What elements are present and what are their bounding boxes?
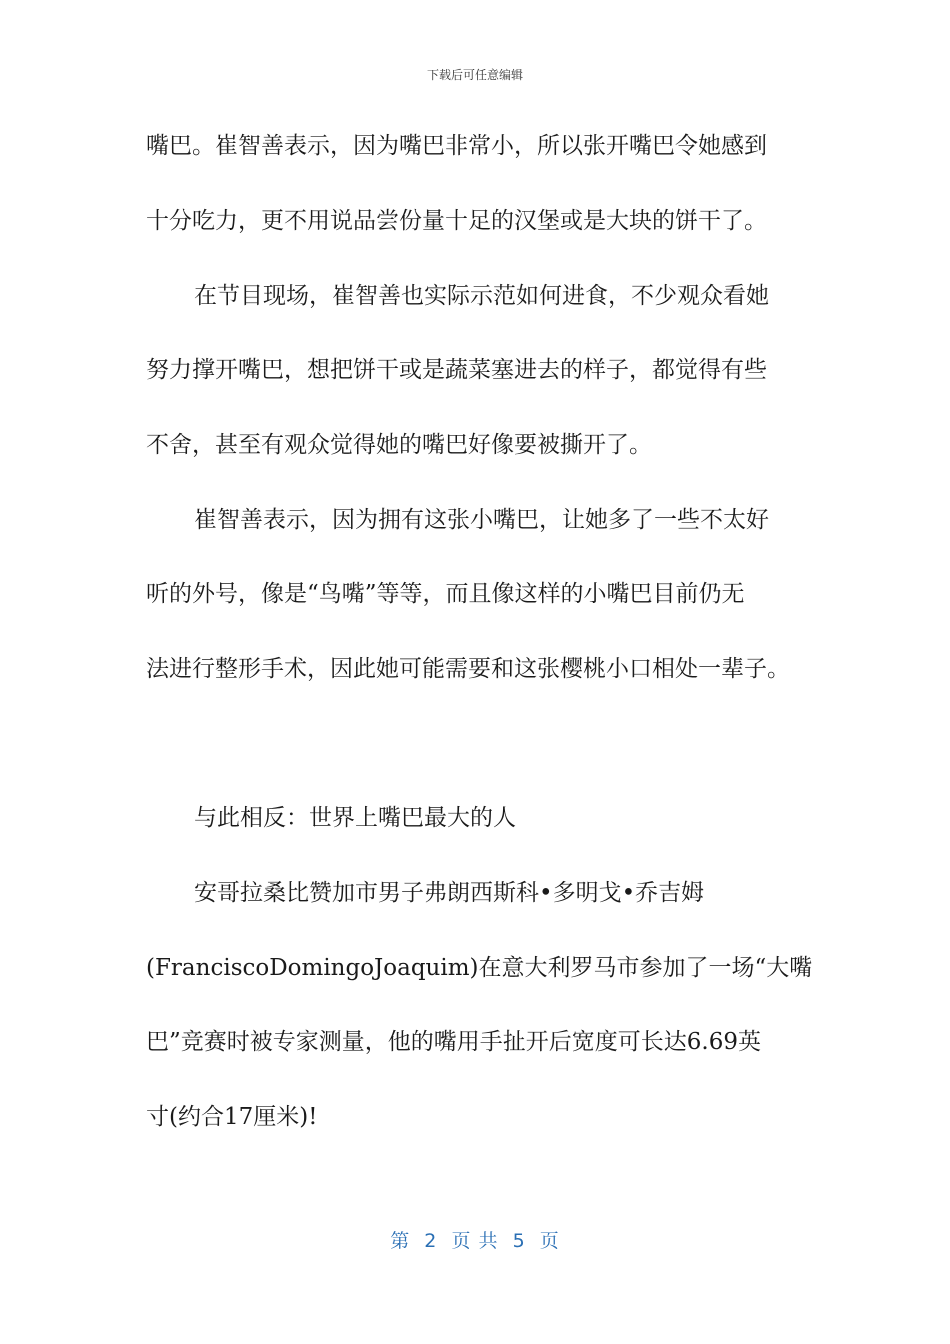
page-header: 下载后可任意编辑 — [426, 68, 523, 82]
paragraph-line: 嘴巴。崔智善表示，因为嘴巴非常小，所以张开嘴巴令她感到 — [146, 133, 767, 159]
paragraph-line: 不舍，甚至有观众觉得她的嘴巴好像要被撕开了。 — [146, 432, 652, 458]
paragraph-line: 在节目现场，崔智善也实际示范如何进食，不少观众看她 — [194, 283, 769, 309]
paragraph-line: (FranciscoDomingoJoaquim)在意大利罗马市参加了一场“大嘴 — [146, 955, 813, 981]
paragraph-line: 巴”竞赛时被专家测量，他的嘴用手扯开后宽度可长达6.69英 — [146, 1029, 761, 1055]
paragraph-line: 听的外号，像是“鸟嘴”等等，而且像这样的小嘴巴目前仍无 — [146, 581, 745, 607]
paragraph-line: 崔智善表示，因为拥有这张小嘴巴，让她多了一些不太好 — [194, 507, 769, 533]
page-number-label: 第 2 页 共 5 页 — [390, 1230, 560, 1252]
section-heading: 与此相反：世界上嘴巴最大的人 — [194, 805, 516, 831]
paragraph-line: 安哥拉桑比赞加市男子弗朗西斯科•多明戈•乔吉姆 — [194, 880, 705, 906]
paragraph-line: 努力撑开嘴巴，想把饼干或是蔬菜塞进去的样子，都觉得有些 — [146, 357, 767, 383]
paragraph-line: 寸(约合17厘米)! — [146, 1104, 318, 1130]
paragraph-line: 十分吃力，更不用说品尝份量十足的汉堡或是大块的饼干了。 — [146, 208, 767, 234]
page-number-footer — [0, 1226, 950, 1253]
paragraph-line: 法进行整形手术，因此她可能需要和这张樱桃小口相处一辈子。 — [146, 656, 790, 682]
